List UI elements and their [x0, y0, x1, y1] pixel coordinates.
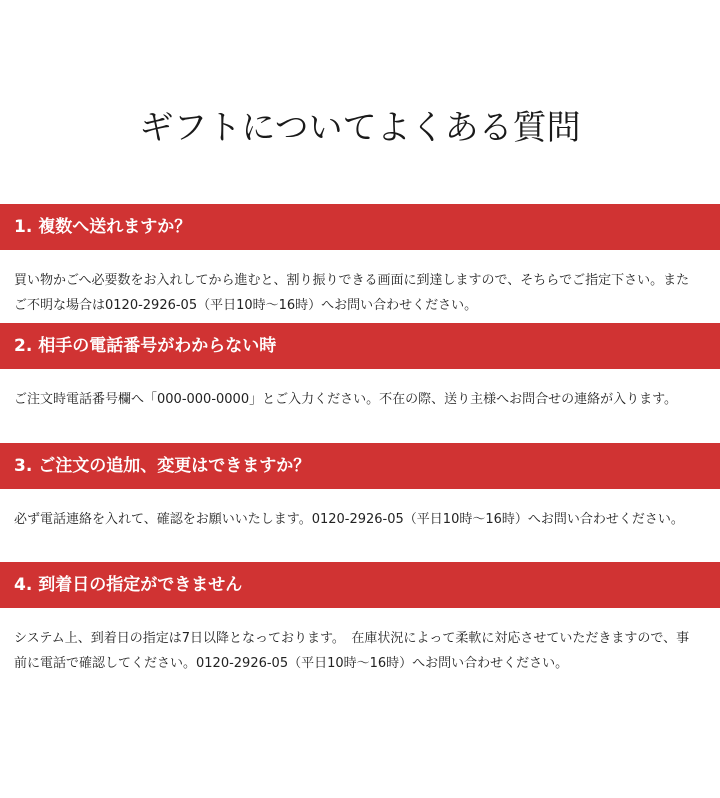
- faq-item-1: [0, 204, 720, 318]
- faq-question-4[interactable]: 4. 到着日の指定ができません: [0, 562, 720, 608]
- faq-answer-4: システム上、到着日の指定は7日以降となっております。 在庫状況によって柔軟に対応させていただきますので、事前に電話で確認してください。0120-2926-05（平日10時〜16時）へお問い合わせください。: [14, 631, 690, 671]
- faq-answer-3: 必ず電話連絡を入れて、確認をお願いいたします。0120-2926-05（平日10時〜16時）へお問い合わせください。: [14, 512, 684, 527]
- faq-item-4: [0, 562, 720, 676]
- faq-answer-1: 買い物かごへ必要数をお入れしてから進むと、割り振りできる画面に到達しますので、そちらでご指定下さい。またご不明な場合は0120-2926-05（平日10時〜16時）へお問い合わせください。: [14, 273, 690, 313]
- faq-question-3[interactable]: 3. ご注文の追加、変更はできますか？: [0, 443, 720, 489]
- faq-question-2[interactable]: 2. 相手の電話番号がわからない時: [0, 323, 720, 369]
- page-title: ギフトについてよくある質問: [139, 108, 581, 148]
- faq-answer-2: ご注文時電話番号欄へ「000-000-0000」とご入力ください。不在の際、送り主様へお問合せの連絡が入ります。: [14, 392, 678, 407]
- faq-item-3: [0, 443, 720, 532]
- faq-question-1[interactable]: 1. 複数へ送れますか？: [0, 204, 720, 250]
- faq-item-2: [0, 323, 720, 412]
